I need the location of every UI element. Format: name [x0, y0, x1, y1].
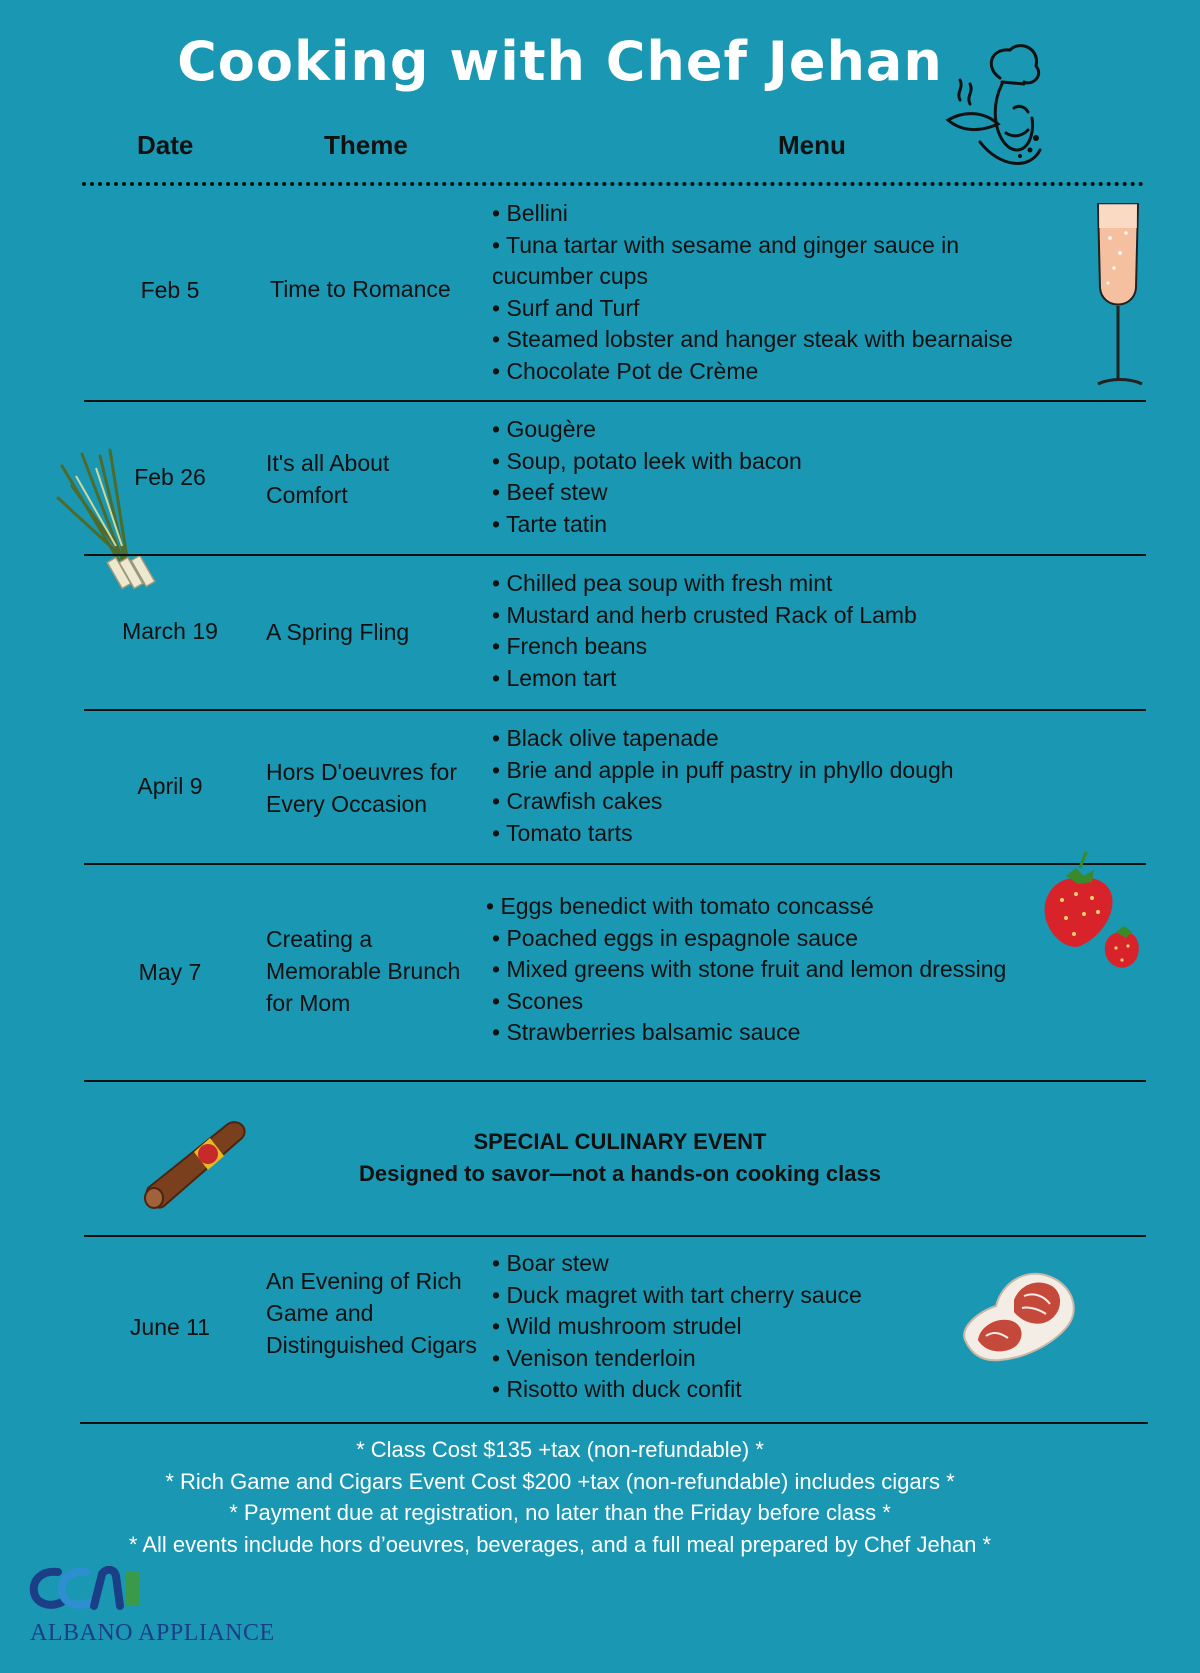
menu-item: • Scones [492, 987, 584, 1014]
row-divider [84, 1080, 1146, 1082]
class-row [0, 865, 1200, 1080]
class-menu [492, 198, 1112, 387]
special-event-banner [0, 1126, 1200, 1190]
menu-item: • Bellini [492, 200, 568, 226]
class-theme: Time to Romance [270, 276, 451, 302]
class-date: Feb 5 [140, 277, 200, 303]
class-row [0, 195, 1200, 400]
strawberry-icon [1036, 848, 1146, 978]
menu-item: • Chilled pea soup with fresh mint [492, 570, 833, 596]
menu-item: • Beef stew [492, 479, 608, 505]
menu-item: • Black olive tapenade [492, 725, 719, 751]
special-event-heading: SPECIAL CULINARY EVENT [473, 1129, 767, 1154]
footer-note: * Rich Game and Cigars Event Cost $200 +tax (non-refundable) includes cigars * [165, 1468, 955, 1494]
class-date: April 9 [137, 773, 203, 799]
class-theme: It's all About Comfort [266, 450, 390, 508]
menu-item: • Tomato tarts [492, 819, 633, 846]
class-menu [492, 723, 1112, 849]
class-menu [486, 891, 1112, 1049]
class-menu [492, 414, 1112, 540]
class-row [0, 711, 1200, 863]
class-date: Feb 26 [134, 464, 206, 490]
menu-item: • Steamed lobster and hanger steak with bearnaise [492, 326, 1013, 352]
menu-item: • Tarte tatin [492, 510, 608, 537]
menu-item: • Mixed greens with stone fruit and lemon dressing [492, 956, 1007, 982]
column-header-theme: Theme [324, 130, 408, 160]
menu-item: • Eggs benedict with tomato concassé [486, 893, 874, 919]
menu-item: • Tuna tartar with sesame and ginger sauce in cucumber cups [492, 231, 960, 289]
menu-item: • Risotto with duck confit [492, 1376, 742, 1402]
class-row [0, 402, 1200, 554]
event-date: June 11 [129, 1314, 211, 1340]
menu-item: • Mustard and herb crusted Rack of Lamb [492, 601, 917, 628]
champagne-glass-icon [1090, 198, 1150, 393]
menu-item: • Strawberries balsamic sauce [492, 1019, 801, 1045]
albano-logo-icon [28, 1566, 154, 1612]
row-divider [80, 1422, 1148, 1424]
chef-icon [940, 38, 1050, 178]
menu-item: • Boar stew [492, 1250, 609, 1276]
class-menu [492, 568, 1112, 694]
column-header-menu: Menu [778, 130, 846, 160]
header-divider [82, 182, 1144, 186]
menu-item: • Chocolate Pot de Crème [492, 357, 759, 384]
menu-item: • French beans [492, 633, 648, 659]
menu-item: • Venison tenderloin [492, 1344, 696, 1371]
footer-note: * All events include hors d’oeuvres, beverages, and a full meal prepared by Chef Jehan * [128, 1531, 992, 1557]
menu-item: • Duck magret with tart cherry sauce [492, 1281, 862, 1308]
menu-item: • Gougère [492, 416, 596, 442]
class-row [0, 556, 1200, 708]
footer-note: * Class Cost $135 +tax (non-refundable) * [356, 1437, 764, 1462]
page-title: Cooking with Chef Jehan [177, 30, 943, 93]
event-theme: An Evening of Rich Game and Distinguished Cigars [266, 1268, 477, 1358]
meat-icon [956, 1262, 1086, 1367]
menu-item: • Lemon tart [492, 664, 617, 691]
class-theme: Hors D'oeuvres for Every Occasion [266, 759, 458, 817]
special-event-subheading: Designed to savor—not a hands-on cooking class [359, 1161, 881, 1186]
menu-item: • Soup, potato leek with bacon [492, 447, 802, 474]
column-header-date: Date [137, 130, 194, 160]
menu-item: • Wild mushroom strudel [492, 1313, 742, 1339]
pricing-notes [0, 1434, 1120, 1560]
class-date: March 19 [122, 618, 218, 644]
class-theme: Creating a Memorable Brunch for Mom [266, 926, 461, 1016]
brand-name: ALBANO APPLIANCE [30, 1620, 275, 1646]
class-theme: A Spring Fling [266, 619, 410, 645]
footer-note: * Payment due at registration, no later than the Friday before class * [229, 1500, 891, 1525]
menu-item: • Brie and apple in puff pastry in phyllo dough [492, 756, 954, 783]
menu-item: • Surf and Turf [492, 294, 640, 321]
class-date: May 7 [138, 959, 202, 985]
menu-item: • Crawfish cakes [492, 788, 663, 814]
menu-item: • Poached eggs in espagnole sauce [492, 924, 859, 951]
